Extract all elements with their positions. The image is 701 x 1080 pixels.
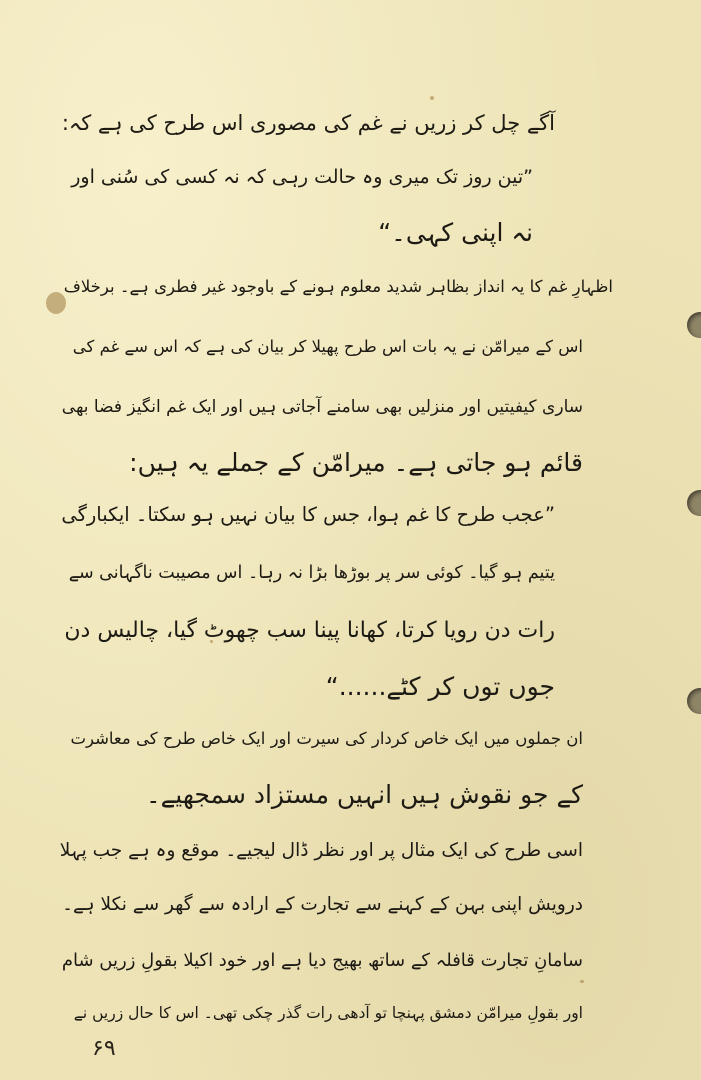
paper-speck [430,96,434,100]
text-line: اور بقولِ میرامّن دمشق پہنچا تو آدھی رات گذر چکی تھی۔ اس کا حال زریں نے [73,1004,583,1022]
text-line: اسی طرح کی ایک مثال پر اور نظر ڈال لیجیے۔ موقع وہ ہے جب پہلا [59,840,583,861]
text-line: اس کے میرامّن نے یہ بات اس طرح پھیلا کر بیان کی ہے کہ اس سے غم کی [72,337,583,356]
binding-hole [687,688,701,714]
binding-hole [687,312,701,338]
text-line: کے جو نقوش ہیں انہیں مستزاد سمجھیے۔ [146,780,583,809]
text-line: قائم ہو جاتی ہے۔ میرامّن کے جملے یہ ہیں: [129,448,583,477]
quote-line: یتیم ہو گیا۔ کوئی سر پر بوڑھا بڑا نہ رہا۔ اس مصیبت ناگہانی سے [68,563,555,583]
quote-line: نہ اپنی کہی۔“ [378,218,533,247]
quote-line: جوں توں کر کٹے......“ [325,672,555,701]
quote-line: رات دن رویا کرتا، کھانا پینا سب چھوٹ گیا، چالیس دن [64,618,555,643]
paper-speck [580,980,584,983]
text-line: اظہارِ غم کا یہ انداز بظاہر شدید معلوم ہونے کے باوجود غیر فطری ہے۔ برخلاف [63,277,613,296]
text-line: ان جملوں میں ایک خاص کردار کی سیرت اور ایک خاص طرح کی معاشرت [70,729,583,748]
text-line: درویش اپنی بہن کے کہنے سے تجارت کے ارادہ سے گھر سے نکلا ہے۔ [62,894,583,915]
quote-line: ”عجب طرح کا غم ہوا، جس کا بیان نہیں ہو سکتا۔ ایکبارگی [61,503,555,526]
text-line: ساری کیفیتیں اور منزلیں بھی سامنے آجاتی ہیں اور ایک غم انگیز فضا بھی [61,397,583,417]
page-number: ۶۹ [92,1036,116,1061]
text-line: آگے چل کر زریں نے غم کی مصوری اس طرح کی ہے کہ: [61,111,555,135]
text-line: سامانِ تجارت قافلہ کے ساتھ بھیج دیا ہے اور خود اکیلا بقولِ زریں شام [61,950,583,971]
binding-hole [687,490,701,516]
quote-line: ”تین روز تک میری وہ حالت رہی کہ نہ کسی کی سُنی اور [71,166,533,188]
